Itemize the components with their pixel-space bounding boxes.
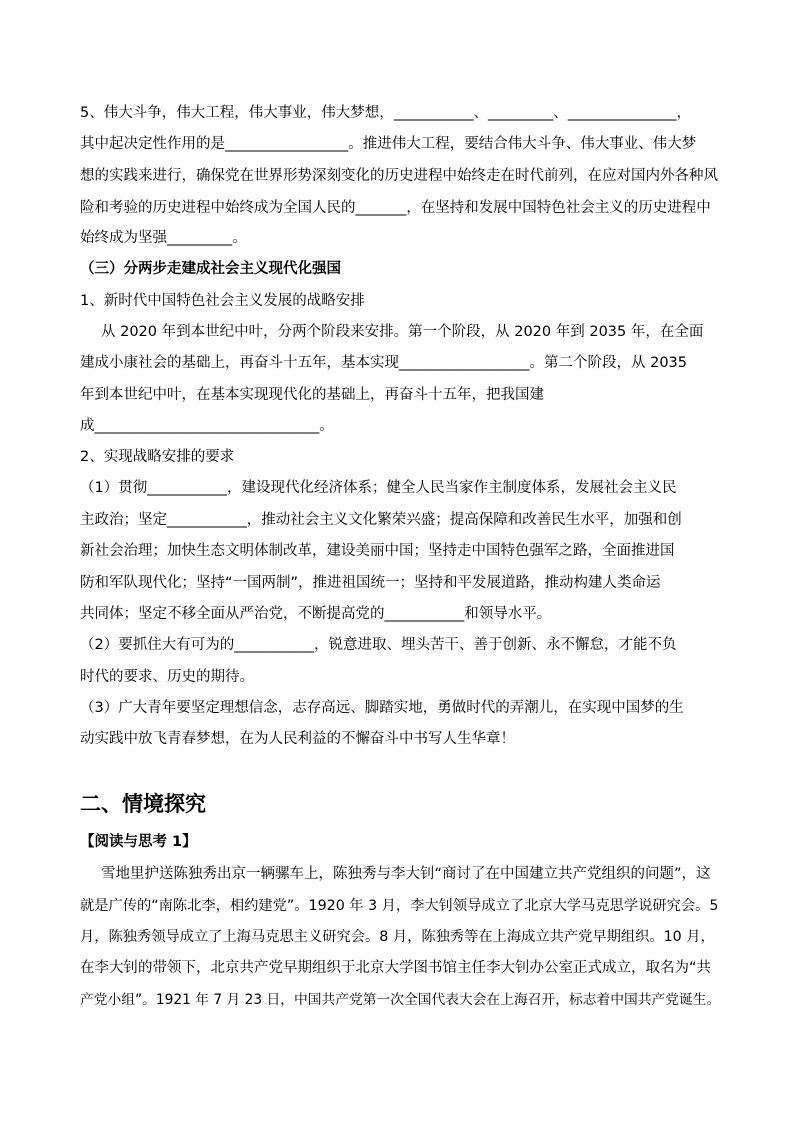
reading-line-4: 在李大钊的带领下，北京共产党早期组织于北京大学图书馆主任李大钊办公室正式成立，取名为“共	[80, 960, 712, 976]
req1-line-3: 新社会治理；加快生态文明体制改革，建设美丽中国；坚持走中国特色强军之路，全面推进国	[80, 543, 675, 559]
q5-line-2: 其中起决定性作用的是_________________。推进伟大工程，要结合伟大斗争、伟大事业、伟大梦	[80, 136, 697, 152]
q5-line-5: 始终成为坚强_________。	[80, 230, 247, 246]
strategy-line-4: 成_______________________________。	[80, 418, 334, 434]
req1-line-1: （1）贯彻___________，建设现代化经济体系；健全人民当家作主制度体系，发展社会主义民	[80, 480, 677, 496]
req1-line-2: 主政治；坚定___________，推动社会主义文化繁荣兴盛；提高保障和改善民生水平，加强和创	[80, 512, 682, 528]
req2-line-1: （2）要抓住大有可为的___________，锐意进取、埋头苦干、善于创新、永不懈怠，才能不负	[80, 637, 677, 653]
subheading-strategy: 1、新时代中国特色社会主义发展的战略安排	[80, 293, 365, 309]
q5-line-1: 5、伟大斗争，伟大工程，伟大事业，伟大梦想，___________、_________、_______________，	[80, 105, 691, 121]
reading-label: 【阅读与思考 1】	[80, 834, 197, 850]
strategy-line-2: 建成小康社会的基础上，再奋斗十五年，基本实现__________________。第二个阶段，从 2035	[80, 355, 688, 371]
req2-line-2: 时代的要求、历史的期待。	[80, 669, 254, 685]
reading-line-5: 产党小组”。1921 年 7 月 23 日，中国共产党第一次全国代表大会在上海召开，标志着中国共产党诞生。	[80, 992, 721, 1008]
strategy-line-3: 年到本世纪中叶，在基本实现现代化的基础上，再奋斗十五年，把我国建	[80, 387, 544, 403]
req3-line-1: （3）广大青年要坚定理想信念，志存高远、脚踏实地，勇做时代的弄潮儿，在实现中国梦的生	[80, 700, 684, 716]
req3-line-2: 动实践中放飞青春梦想，在为人民利益的不懈奋斗中书写人生华章！	[80, 731, 515, 747]
req1-line-5: 共同体；坚定不移全面从严治党，不断提高党的___________和领导水平。	[80, 606, 552, 622]
reading-line-2: 就是广传的“南陈北李，相约建党”。1920 年 3 月，李大钊领导成立了北京大学马克思学说研究会。5	[80, 898, 719, 914]
reading-line-1: 雪地里护送陈独秀出京一辆骡车上，陈独秀与李大钊“商讨了在中国建立共产党组织的问题”，这	[101, 866, 711, 882]
reading-line-3: 月，陈独秀领导成立了上海马克思主义研究会。8 月，陈独秀等在上海成立共产党早期组织。10 月，	[80, 929, 715, 945]
subheading-requirements: 2、实现战略安排的要求	[80, 449, 235, 465]
q5-line-3: 想的实践来进行，确保党在世界形势深刻变化的历史进程中始终走在时代前列，在应对国内外各种风	[80, 168, 718, 184]
part-heading: 二、情境探究	[80, 792, 206, 816]
req1-line-4: 防和军队现代化；坚持“一国两制”，推进祖国统一；坚持和平发展道路，推动构建人类命运	[80, 575, 661, 591]
q5-line-4: 险和考验的历史进程中始终成为全国人民的_______，在坚持和发展中国特色社会主义的历史进程中	[80, 200, 711, 216]
strategy-line-1: 从 2020 年到本世纪中叶，分两个阶段来安排。第一个阶段，从 2020 年到 2035 年，在全面	[101, 324, 704, 340]
section-heading: （三）分两步走建成社会主义现代化强国	[80, 261, 341, 277]
